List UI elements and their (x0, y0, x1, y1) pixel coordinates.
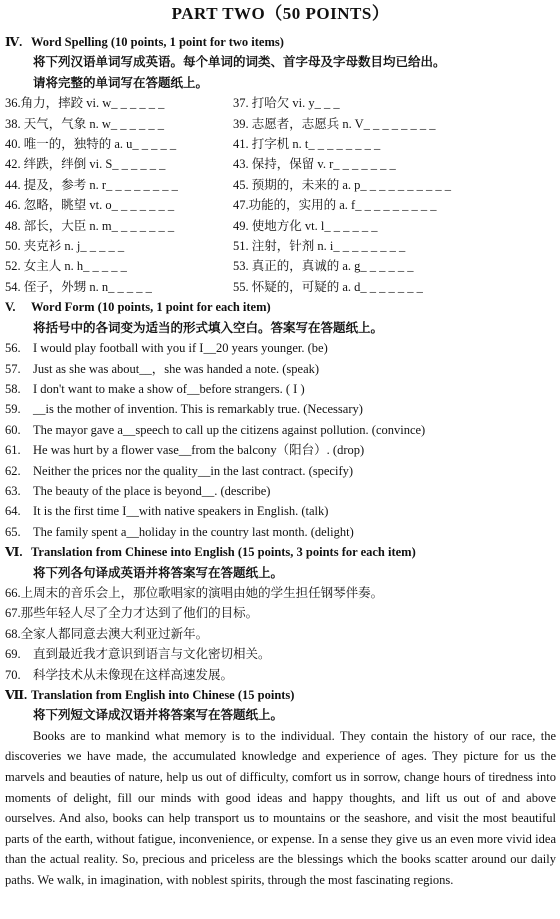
section-instruction: 请将完整的单词写在答题纸上。 (33, 75, 209, 90)
section-english-to-chinese (5, 685, 556, 891)
translation-passage: Books are to mankind what memory is to the individual. They contain the history of our race, the discoveries we have made, the accumulated knowledge and experience of ages. They picture for us the marvels and beauties of nature, help us out of difficulty, comfort us in sorrow, change hours of tiredness into moments of delight, fill our minds with good ideas and happy thoughts, and lift us out of and above ourselves. And also, books can help transport us to mountains or the seashore, and visit the most beautiful parts of the earth, without fatigue, inconvenience, or expense. In a sense they give us an even more vivid idea than the actual reality. So, precious and priceless are the blessings which the books scatter around our daily paths. We walk, in imagination, with noblest spirits, through the most fascinating regions. (5, 728, 556, 887)
section-instruction: 将下列汉语单词写成英语。每个单词的词类、首字母及字母数目均已给出。 (33, 55, 446, 70)
question-item: 68.全家人都同意去澳大利亚过新年。 (5, 626, 209, 641)
word-spelling-grid (5, 93, 556, 297)
spelling-item: 38. 天气，气象 n. w_ _ _ _ _ _ (5, 116, 165, 131)
spelling-item: 40. 唯一的，独特的 a. u_ _ _ _ _ (5, 137, 177, 152)
spelling-item: 55. 怀疑的，可疑的 a. d_ _ _ _ _ _ _ (233, 279, 423, 294)
spelling-item: 47.功能的，实用的 a. f_ _ _ _ _ _ _ _ _ (233, 198, 437, 213)
spelling-item: 51. 注射，针剂 n. i_ _ _ _ _ _ _ _ (233, 239, 406, 254)
section-instruction: 将括号中的各词变为适当的形式填入空白。答案写在答题纸上。 (33, 320, 384, 335)
spelling-item: 45. 预期的，未来的 a. p_ _ _ _ _ _ _ _ _ _ (233, 177, 452, 192)
question-item: 57. Just as she was about__，she was handed a note. (speak) (5, 361, 320, 376)
spelling-item: 44. 提及，参考 n. r_ _ _ _ _ _ _ _ (5, 177, 178, 192)
section-word-form (5, 297, 556, 542)
section-heading: V. Word Form (10 points, 1 point for each item) (5, 300, 271, 315)
question-item: 61. He was hurt by a flower vase__from the balcony（阳台）. (drop) (5, 443, 365, 458)
question-item: 56. I would play football with you if I__20 years younger. (be) (5, 341, 328, 356)
spelling-item: 46. 忽略，眺望 vt. o_ _ _ _ _ _ _ (5, 198, 175, 213)
section-heading: Ⅵ. Translation from Chinese into English (15 points, 3 points for each item) (5, 545, 416, 560)
spelling-item: 36.角力，摔跤 vi. w_ _ _ _ _ _ (5, 96, 165, 111)
question-item: 64. It is the first time I__with native speakers in English. (talk) (5, 504, 329, 519)
question-item: 65. The family spent a__holiday in the country last month. (delight) (5, 524, 354, 539)
section-word-spelling (5, 32, 556, 297)
spelling-item: 37. 打哈欠 vi. y_ _ _ (233, 96, 340, 111)
question-item: 58. I don't want to make a show of__before strangers. ( I ) (5, 381, 305, 396)
spelling-item: 49. 使地方化 vt. l_ _ _ _ _ _ (233, 218, 378, 233)
question-item: 60. The mayor gave a__speech to call up the citizens against pollution. (convince) (5, 422, 426, 437)
spelling-item: 41. 打字机 n. t_ _ _ _ _ _ _ _ (233, 137, 381, 152)
spelling-item: 39. 志愿者，志愿兵 n. V_ _ _ _ _ _ _ _ (233, 116, 436, 131)
question-item: 59. __is the mother of invention. This is remarkably true. (Necessary) (5, 402, 363, 417)
question-item: 69. 直到最近我才意识到语言与文化密切相关。 (5, 647, 271, 662)
question-item: 63. The beauty of the place is beyond__. (describe) (5, 483, 271, 498)
spelling-item: 43. 保持，保留 v. r_ _ _ _ _ _ _ (233, 157, 396, 172)
question-item: 70. 科学技术从未像现在这样高速发展。 (5, 667, 234, 682)
section-chinese-to-english (5, 542, 556, 685)
spelling-item: 54. 侄子，外甥 n. n_ _ _ _ _ (5, 279, 152, 294)
spelling-item: 52. 女主人 n. h_ _ _ _ _ (5, 259, 127, 274)
section-instruction: 将下列各句译成英语并将答案写在答题纸上。 (33, 565, 284, 580)
question-item: 66.上周末的音乐会上，那位歌唱家的演唱由她的学生担任钢琴伴奏。 (5, 585, 384, 600)
section-instruction: 将下列短文译成汉语并将答案写在答题纸上。 (33, 708, 284, 723)
section-heading: Ⅳ. Word Spelling (10 points, 1 point for two items) (5, 35, 284, 49)
page-title: PART TWO（50 POINTS） (171, 4, 390, 23)
section-heading: Ⅶ. Translation from English into Chinese (15 points) (5, 688, 295, 702)
question-item: 62. Neither the prices nor the quality__in the last contract. (specify) (5, 463, 354, 478)
spelling-item: 53. 真正的，真诚的 a. g_ _ _ _ _ _ (233, 259, 414, 274)
spelling-item: 42. 绊跌，绊倒 vi. S_ _ _ _ _ _ (5, 157, 166, 172)
question-item: 67.那些年轻人尽了全力才达到了他们的目标。 (5, 606, 259, 621)
spelling-item: 48. 部长，大臣 n. m_ _ _ _ _ _ _ (5, 218, 175, 233)
spelling-item: 50. 夹克衫 n. j_ _ _ _ _ (5, 239, 125, 254)
